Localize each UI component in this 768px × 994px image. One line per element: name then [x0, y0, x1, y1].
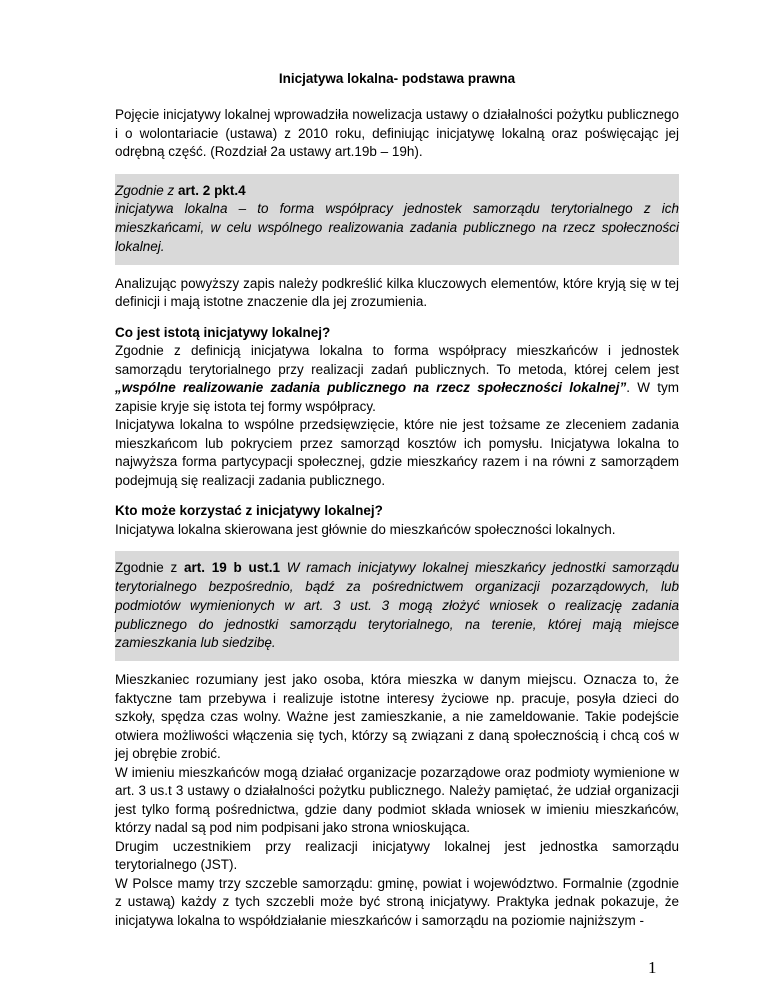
- definition-prefix: Zgodnie z: [115, 182, 179, 198]
- essence-quote: „wspólne realizowanie zadania publicznego na rzecz społeczności lokalnej”: [115, 380, 627, 396]
- section-heading-essence: Co jest istotą inicjatywy lokalnej?: [115, 324, 331, 340]
- definition-text: inicjatywa lokalna – to forma współpracy jednostek samorządu terytorialnego z ich mieszkańcami, w celu wspólnego realizowania zadania publicznego na rzecz społeczności lokalnej.: [115, 201, 679, 254]
- page-title: Inicjatywa lokalna- podstawa prawna: [278, 71, 516, 86]
- definition-lead: [115, 182, 679, 201]
- body-paragraph-3: Drugim uczestnikiem przy realizacji inicjatywy lokalnej jest jednostka samorządu terytorialnego (JST).: [115, 838, 679, 873]
- definition-box: [115, 174, 679, 265]
- article-text: [115, 559, 679, 653]
- article-box: [115, 551, 679, 661]
- who-paragraph: Inicjatywa lokalna skierowana jest głównie do mieszkańców społeczności lokalnych.: [115, 521, 616, 537]
- document-page: [115, 70, 679, 930]
- page-number: 1: [648, 958, 657, 977]
- section-heading-who: Kto może korzystać z inicjatywy lokalnej?: [115, 503, 383, 519]
- intro-paragraph: Pojęcie inicjatywy lokalnej wprowadziła nowelizacja ustawy o działalności pożytku publicznego i o wolontariacie (ustawa) z 2010 roku, definiując inicjatywę lokalną oraz poświęcając jej odrębną część. (Rozdział 2a ustawy art.19b – 19h).: [115, 107, 679, 159]
- article-prefix: Zgodnie z: [115, 560, 184, 576]
- body-paragraph-4: W Polsce mamy trzy szczeble samorządu: gminę, powiat i województwo. Formalnie (zgodnie z ustawą) każdy z tych szczebli może być stroną inicjatywy. Praktyka jednak pokazuje, że inicjatywa lokalna to współdziałanie mieszkańców i samorządu na poziomie najniższym -: [115, 875, 679, 928]
- analysis-paragraph: Analizując powyższy zapis należy podkreślić kilka kluczowych elementów, które kryją się w tej definicji i mają istotne znaczenie dla jej zrozumienia.: [115, 275, 679, 310]
- definition-article: art. 2 pkt.4: [178, 182, 246, 198]
- essence-paragraph-1: [115, 342, 679, 416]
- article-ref: art. 19 b ust.1: [184, 560, 280, 576]
- essence-text-end: . W tym zapisie kryje się istota tej formy współpracy.: [115, 380, 679, 414]
- body-paragraph-2: W imieniu mieszkańców mogą działać organizacje pozarządowe oraz podmioty wymienione w art. 3 us.t 3 ustawy o działalności pożytku publicznego. Należy pamiętać, że udział organizacji jest tylko formą pośrednictwa, gdzie dany podmiot składa wniosek w imieniu mieszkańców, którzy nadal są pod nim podpisani jako strona wnioskująca.: [115, 764, 679, 836]
- essence-text: Zgodnie z definicją inicjatywa lokalna to forma współpracy mieszkańców i jednostek samorządu terytorialnego przy realizacji zadań publicznych. To metoda, której celem jest: [115, 343, 679, 377]
- article-body: W ramach inicjatywy lokalnej mieszkańcy jednostki samorządu terytorialnego bezpośrednio, bądź za pośrednictwem organizacji pozarządowych, lub podmiotów wymienionych w art. 3 ust. 3 mogą złożyć wniosek o realizację zadania publicznego do jednostki samorządu terytorialnego, na terenie, której mają miejsce zamieszkania lub siedzibę.: [115, 560, 679, 651]
- body-paragraph-1: Mieszkaniec rozumiany jest jako osoba, która mieszka w danym miejscu. Oznacza to, że faktyczne tam przebywa i realizuje istotne interesy życiowe np. pracuje, posyła dzieci do szkoły, spędza czas wolny. Ważne jest zamieszkanie, a nie zameldowanie. Takie podejście otwiera możliwości włączenia się tych, którzy są związani z daną społecznością i chcą coś w jej obrębie zrobić.: [115, 672, 679, 762]
- essence-paragraph-2: Inicjatywa lokalna to wspólne przedsięwzięcie, które nie jest tożsame ze zleceniem zadania mieszkańcom lub pokryciem przez samorząd kosztów ich pomysłu. Inicjatywa lokalna to najwyższa forma partycypacji społecznej, gdzie mieszkańcy razem i na równi z samorządem podejmują się realizacji zadania publicznego.: [115, 417, 679, 488]
